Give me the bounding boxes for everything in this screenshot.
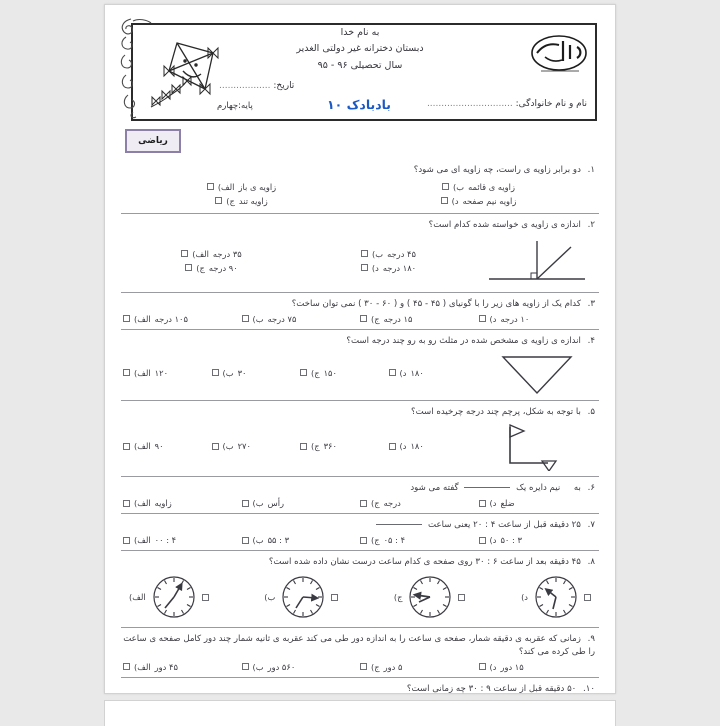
inverted-triangle-figure-icon [489,351,585,395]
option-checkbox[interactable] [479,537,486,544]
question-number: ۲. [587,219,595,230]
option-item[interactable] [360,498,479,508]
question-text [123,164,597,177]
question-prompt: اندازه ی زاویه ی مشخص شده در مثلث رو به رو چند درجه است؟ [346,335,581,346]
option-label: ۱۸۰ [410,367,424,378]
option-key: الف) [134,535,151,546]
option-item[interactable] [264,574,338,620]
option-key: ب) [252,535,264,546]
option-item[interactable] [242,314,361,324]
option-key: ج) [393,592,403,603]
question-text [123,683,597,696]
option-checkbox[interactable] [584,594,591,601]
option-key: الف) [129,592,146,603]
option-item[interactable] [300,368,389,378]
option-item[interactable] [123,261,300,275]
option-key: الف) [134,367,151,378]
next-page-sheet [104,700,616,726]
options-group [123,662,597,672]
option-label: ۴ : ۰۰ [154,535,177,546]
question-item [121,159,599,213]
option-label: ۳۵ درجه [212,248,242,259]
options-group [123,535,597,545]
option-label: ۳۰ [237,367,247,378]
kite-illustration-icon [143,31,235,117]
option-item[interactable] [123,194,360,208]
option-checkbox[interactable] [361,250,368,257]
date-label: تاریخ: [273,81,295,91]
question-text [123,298,597,311]
options-group [123,247,477,275]
subject-badge: ریاضی [125,129,181,153]
option-item[interactable] [300,261,477,275]
option-key: ج) [371,498,380,509]
option-checkbox[interactable] [202,594,209,601]
question-item [121,627,599,677]
option-item[interactable] [479,535,598,545]
worksheet-brand-title: بادبادک ۱۰ [326,97,392,112]
question-text [123,633,597,659]
option-checkbox[interactable] [207,183,214,190]
option-item[interactable] [242,535,361,545]
option-key: الف) [217,181,235,192]
option-item[interactable] [360,180,597,194]
option-item[interactable] [212,368,301,378]
option-label: ۳ : ۵۰ [500,535,522,546]
school-logo-icon [525,27,595,85]
option-label: ۱۵ دور [500,661,524,672]
option-item[interactable] [123,247,300,261]
question-text [123,335,597,348]
option-key: ب) [264,592,276,603]
option-checkbox[interactable] [212,369,219,376]
question-prompt: ۲۵ دقیقه قبل از ساعت ۴ : ۲۰ یعنی ساعت [428,520,581,531]
option-label: ۹۰ [154,441,164,452]
option-item[interactable] [389,441,478,451]
option-key: ب) [252,313,264,324]
option-label: ۹۰ درجه [208,262,238,273]
question-body [123,351,597,395]
option-key: د) [489,661,497,672]
option-label: ۷۵ درجه [267,313,297,324]
option-checkbox[interactable] [441,197,448,204]
option-checkbox[interactable] [442,183,449,190]
question-prompt: ۵۰ دقیقه قبل از ساعت ۹ : ۳۰ چه زمانی است؟ [406,683,577,694]
question-number: ۸. [587,557,595,568]
options-group [123,368,477,378]
options-side [123,368,477,378]
question-prompt: اندازه ی زاویه ی خواسته شده کدام است؟ [428,219,581,230]
question-prompt: زمانی که عقربه ی دقیقه شمار، صفحه ی ساعت را به اندازه دور طی می کند عقربه ی ثانیه شمار چند دور کامل صفحه ی ساعت را طی کرده می کند؟ [123,634,595,658]
question-number: ۳. [587,298,595,309]
option-label: ۳۶۰ [323,441,337,452]
option-item[interactable] [300,441,389,451]
option-item[interactable] [521,574,591,620]
option-checkbox[interactable] [123,537,130,544]
option-item[interactable] [360,194,597,208]
option-item[interactable] [479,314,598,324]
option-checkbox[interactable] [300,369,307,376]
subject-badge-row [117,125,603,159]
option-key: ج) [196,262,205,273]
question-text [123,482,597,495]
option-checkbox[interactable] [123,500,130,507]
question-text [123,556,597,569]
option-label: رأس [267,498,285,509]
option-checkbox[interactable] [458,594,465,601]
option-label: ۱۸۰ درجه [382,262,417,273]
option-label: ۵ دور [383,661,403,672]
question-item [121,476,599,513]
options-side [123,441,477,451]
option-checkbox[interactable] [212,443,219,450]
option-key: د) [399,441,407,452]
option-key: ج) [311,441,320,452]
option-item[interactable] [479,498,598,508]
question-text [123,519,597,532]
option-key: د) [489,313,497,324]
option-key: ب) [222,441,234,452]
option-checkbox[interactable] [215,197,222,204]
question-number: ۱. [587,165,595,175]
question-text [123,219,597,232]
question-prompt-before: به [573,483,581,494]
question-prompt: با توجه به شکل، پرچم چند درجه چرخیده است؟ [411,406,581,417]
option-key: ج) [371,661,380,672]
question-number: ۵. [587,406,595,417]
question-prompt-mid: نیم دایره یک [516,483,561,494]
option-checkbox[interactable] [361,264,368,271]
question-number: ۷. [587,520,595,531]
question-prompt-after: گفته می شود [410,483,459,494]
option-key: د) [371,262,379,273]
grade-label: پایه:چهارم [217,101,253,111]
option-key: ب) [453,181,465,192]
clock-face-icon [407,574,453,620]
options-side [123,247,477,275]
option-item[interactable] [123,180,360,194]
option-key: الف) [134,498,151,509]
right-angle-with-ray-figure-icon [481,235,593,287]
option-key: الف) [134,661,151,672]
option-checkbox[interactable] [300,443,307,450]
option-label: ۴۵ دور [154,661,178,672]
option-label: ۱۰۵ درجه [154,313,188,324]
option-item[interactable] [129,574,209,620]
option-label: ۴ : ۰۵ [383,535,406,546]
option-key: ب) [252,498,264,509]
option-checkbox[interactable] [185,264,192,271]
option-checkbox[interactable] [242,537,249,544]
rotating-flag-figure-icon [494,421,580,471]
option-item[interactable] [123,662,242,672]
option-checkbox[interactable] [389,443,396,450]
option-checkbox[interactable] [242,663,249,670]
question-item [121,550,599,627]
option-key: د) [399,367,407,378]
question-number: ۱۰. [583,683,595,694]
option-key: د) [451,195,459,206]
question-number: ۹. [587,634,595,645]
clock-face-icon [280,574,326,620]
option-item[interactable] [242,498,361,508]
school-name-line: دبستان دخترانه غیر دولتی الغدیر [296,43,424,55]
option-key: الف) [134,441,151,452]
option-key: ب) [372,248,384,259]
option-key: الف) [192,248,209,259]
option-label: ۱۸۰ [410,441,424,452]
option-key: الف) [134,313,151,324]
question-number: ۶. [587,483,595,494]
option-checkbox[interactable] [360,500,367,507]
academic-year-line: سال تحصیلی ۹۶ - ۹۵ [317,59,403,71]
option-label: زاویه ی قائمه [468,181,515,192]
option-key: د) [521,592,528,603]
answer-blank[interactable] [464,487,510,488]
option-key: د) [489,535,497,546]
option-key: ب) [222,367,234,378]
options-group [123,180,597,208]
option-key: ج) [311,367,320,378]
option-item[interactable] [123,535,242,545]
option-key: ج) [371,535,380,546]
option-label: ۳ : ۵۵ [267,535,290,546]
bismillah-line: به نام خدا [340,27,380,38]
option-label: زاویه ی باز [238,181,277,192]
option-item[interactable] [360,662,479,672]
option-key: ب) [252,661,264,672]
option-label: ۴۵ درجه [387,248,416,259]
clock-face-icon [533,574,579,620]
options-group [123,498,597,508]
option-label: زاویه تند [238,195,268,206]
option-label: ۱۲۰ [154,367,169,378]
question-item [121,213,599,292]
options-group [123,572,597,622]
option-checkbox[interactable] [479,315,486,322]
option-item[interactable] [360,535,479,545]
option-checkbox[interactable] [360,537,367,544]
exam-sheet [104,4,616,694]
option-key: ج) [371,313,380,324]
question-item [121,329,599,400]
answer-blank[interactable] [376,524,422,525]
option-checkbox[interactable] [123,315,130,322]
question-item [121,400,599,477]
question-figure [477,235,597,287]
option-label: ضلع [500,498,515,509]
option-checkbox[interactable] [181,250,188,257]
option-label: ۱۵۰ [323,367,337,378]
option-item[interactable] [389,368,478,378]
question-body [123,421,597,471]
option-checkbox[interactable] [123,369,130,376]
question-prompt: دو برابر زاویه ی راست، چه زاویه ای می شود؟ [413,165,581,175]
option-item[interactable] [360,314,479,324]
option-checkbox[interactable] [242,500,249,507]
date-value: .................. [219,81,271,91]
option-checkbox[interactable] [360,315,367,322]
option-item[interactable] [479,662,598,672]
questions-list [121,159,599,714]
question-body [123,235,597,287]
question-prompt: ۴۵ دقیقه بعد از ساعت ۶ : ۳۰ روی صفحه ی کدام ساعت درست نشان داده شده است؟ [268,557,581,568]
question-item [121,513,599,550]
option-label: زاویه نیم صفحه [462,195,517,206]
option-item[interactable] [123,314,242,324]
options-group [123,314,597,324]
option-label: زاویه [154,498,172,509]
option-item[interactable] [212,441,301,451]
question-number: ۴. [587,335,595,346]
student-name-label: نام و نام خانوادگی: [515,99,587,109]
option-item[interactable] [123,368,212,378]
option-checkbox[interactable] [479,500,486,507]
option-label: ۵۶۰ دور [267,661,296,672]
option-key: د) [489,498,497,509]
option-item[interactable] [300,247,477,261]
option-label: درجه [383,498,401,509]
option-label: ۱۵ درجه [383,313,413,324]
option-checkbox[interactable] [123,443,130,450]
question-text [123,406,597,419]
question-figure [477,351,597,395]
exam-header [117,15,603,123]
question-figure [477,421,597,471]
clock-face-icon [151,574,197,620]
options-group [123,441,477,451]
option-label: ۱۰ درجه [500,313,530,324]
option-checkbox[interactable] [242,315,249,322]
option-checkbox[interactable] [389,369,396,376]
option-item[interactable] [242,662,361,672]
question-item [121,292,599,329]
question-prompt: کدام یک از زاویه های زیر را با گونیای ( ۴۵ - ۴۵ ) و ( ۶۰ - ۳۰ ) نمی توان ساخت؟ [291,298,581,309]
option-item[interactable] [123,498,242,508]
option-checkbox[interactable] [331,594,338,601]
option-key: ج) [226,195,235,206]
option-label: ۲۷۰ [237,441,251,452]
option-checkbox[interactable] [479,663,486,670]
option-checkbox[interactable] [360,663,367,670]
option-item[interactable] [123,441,212,451]
option-checkbox[interactable] [123,663,130,670]
option-item[interactable] [394,574,466,620]
student-name-value: .............................. [426,99,513,109]
